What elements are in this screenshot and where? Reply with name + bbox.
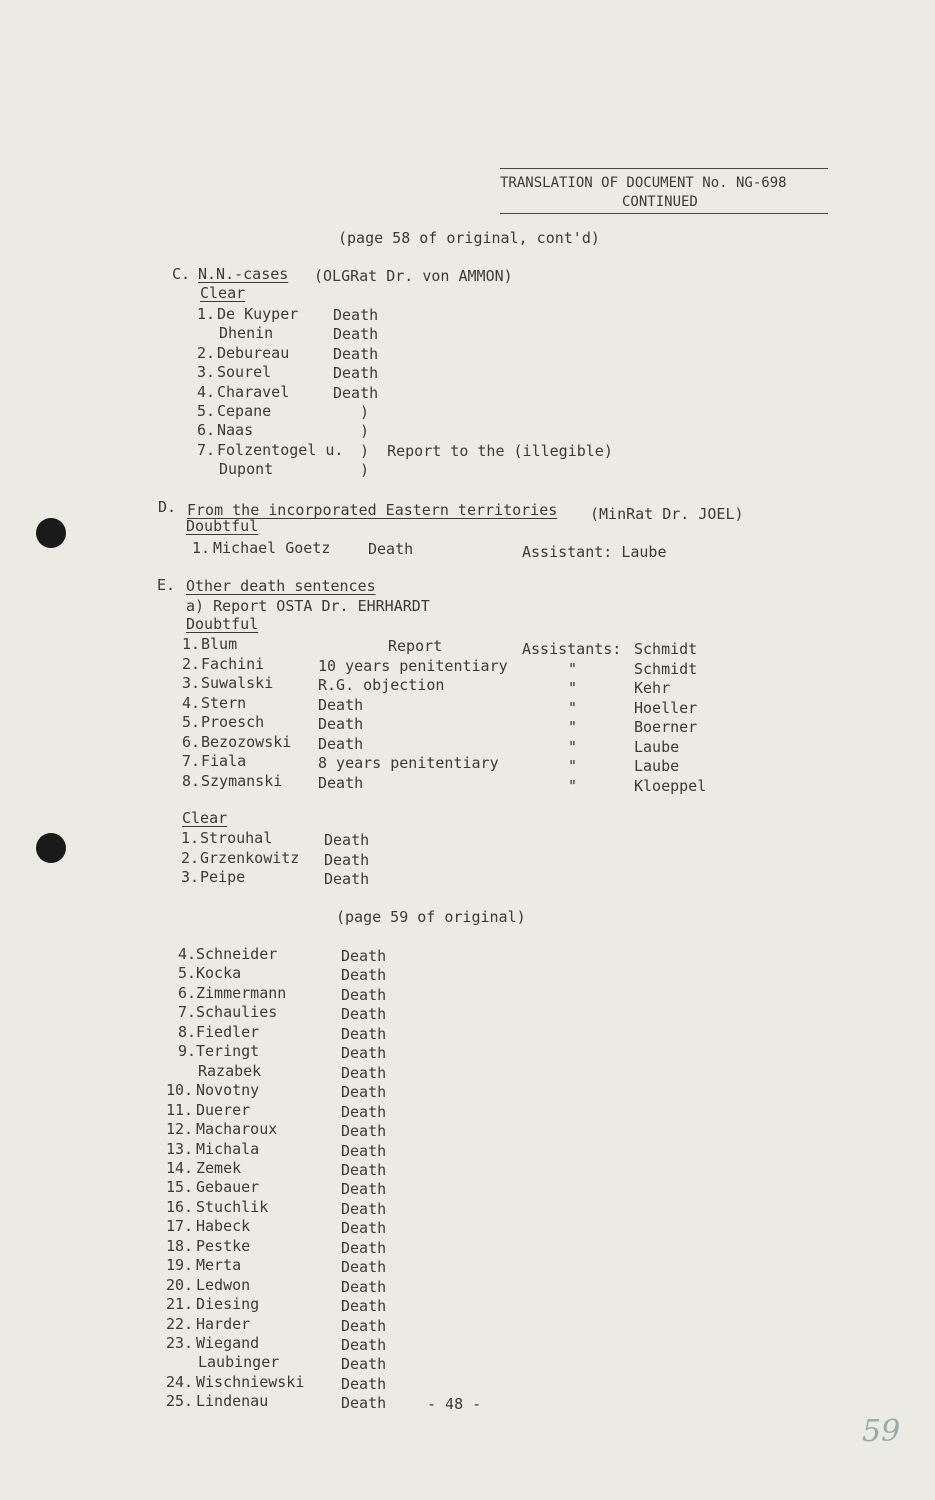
row-result: Death	[333, 364, 379, 383]
page-reference-58: (page 58 of original, cont'd)	[338, 229, 600, 247]
row-result: Death	[341, 966, 387, 985]
header-rule-bottom	[500, 213, 828, 214]
row-name: Wischniewski	[196, 1372, 305, 1391]
row-name: Dhenin	[219, 324, 274, 343]
row-name: Razabek	[198, 1061, 262, 1080]
row-number: 11.	[166, 1100, 194, 1119]
row-result: Death	[341, 1005, 387, 1024]
row-name: Blum	[201, 635, 238, 653]
row-result: Death	[341, 1122, 387, 1141]
row-number: 4.	[197, 382, 216, 401]
row-name: Michala	[196, 1139, 260, 1158]
row-name: Folzentogel u.	[217, 440, 344, 459]
section-e-doubtful-label: Doubtful	[186, 615, 259, 633]
row-name: Zemek	[196, 1158, 242, 1177]
row-result: Death	[333, 325, 379, 344]
row-result: )	[360, 422, 370, 441]
row-number: 3.	[182, 674, 201, 692]
row-name: Schaulies	[196, 1003, 278, 1022]
row-number: 6.	[182, 732, 201, 751]
row-number: 20.	[166, 1275, 194, 1294]
row-result: Death	[341, 1219, 387, 1238]
row-result: Death	[333, 344, 379, 363]
row-result: Death	[341, 1180, 387, 1199]
row-number: 2.	[181, 848, 200, 867]
row-number: 5.	[178, 964, 197, 983]
row-name: Habeck	[196, 1217, 251, 1236]
row-name: Wiegand	[196, 1334, 260, 1352]
row-result: Death	[318, 695, 364, 714]
row-name: Diesing	[196, 1295, 260, 1314]
row-result: Death	[341, 947, 387, 965]
section-d-label: D.	[158, 498, 177, 516]
row-name: Lindenau	[196, 1392, 269, 1411]
row-name: Suwalski	[201, 674, 274, 692]
row-number: 7.	[197, 440, 216, 459]
row-result: Death	[341, 1083, 387, 1102]
row-ditto: "	[568, 737, 578, 756]
row-result: Death	[341, 1160, 387, 1179]
section-d-sub: Doubtful	[186, 517, 259, 535]
row-ditto: "	[568, 679, 578, 697]
row-name: Novotny	[196, 1081, 260, 1100]
row-name: Bezozowski	[201, 732, 292, 751]
row-number: 12.	[166, 1120, 194, 1139]
section-e-clear-label: Clear	[182, 809, 228, 827]
row-result: Death	[324, 831, 370, 849]
row-ditto: "	[568, 776, 578, 795]
row-assistant: Hoeller	[634, 698, 698, 717]
row-assistant: Laube	[634, 737, 680, 756]
header-rule-top	[500, 168, 828, 169]
row-result: Death	[341, 1316, 387, 1335]
row-name: Macharoux	[196, 1120, 278, 1139]
row-number: 9.	[178, 1042, 197, 1061]
handwritten-page-number: 59	[862, 1414, 901, 1449]
row-number: 22.	[166, 1314, 194, 1333]
row-number: 21.	[166, 1295, 194, 1314]
row-result: Death	[333, 383, 379, 402]
row-name: Fachini	[201, 654, 265, 673]
row-assistant: Schmidt	[634, 640, 698, 658]
row-result: Death	[341, 1374, 387, 1393]
row-assistant: Boerner	[634, 718, 698, 736]
row-name: Cepane	[217, 402, 272, 420]
row-result: Death	[341, 1102, 387, 1121]
row-ditto: "	[568, 698, 578, 717]
row-name: Schneider	[196, 945, 278, 963]
row-result: )	[360, 461, 370, 480]
row-name: Ledwon	[196, 1275, 251, 1294]
section-d-row-name: Michael Goetz	[213, 539, 331, 557]
row-result: Death	[333, 306, 379, 324]
row-name: De Kuyper	[217, 305, 299, 323]
section-d-row-assistant: Assistant: Laube	[522, 543, 667, 561]
row-name: Laubinger	[198, 1353, 280, 1372]
row-name: Grzenkowitz	[200, 848, 300, 867]
row-number: 25.	[166, 1392, 194, 1411]
row-number: 23.	[166, 1334, 194, 1352]
row-name: Debureau	[217, 343, 290, 362]
row-result: Death	[341, 1238, 387, 1257]
row-result: Death	[341, 1297, 387, 1316]
row-result: Death	[341, 1044, 387, 1063]
row-number: 3.	[181, 868, 200, 886]
header-title: TRANSLATION OF DOCUMENT No. NG-698	[500, 175, 787, 191]
row-number: 18.	[166, 1236, 194, 1255]
row-assistant: Schmidt	[634, 659, 698, 678]
row-result: Death	[318, 715, 364, 733]
row-name: Duerer	[196, 1100, 251, 1119]
row-number: 17.	[166, 1217, 194, 1236]
row-number: 7.	[182, 752, 201, 770]
row-number: 5.	[182, 713, 201, 731]
row-name: Sourel	[217, 363, 272, 382]
row-assistant: Laube	[634, 757, 680, 775]
section-d-title: From the incorporated Eastern territories	[187, 501, 558, 519]
section-c-title: N.N.-cases	[198, 265, 289, 283]
row-result: Death	[341, 1024, 387, 1043]
row-name: Stern	[201, 693, 247, 712]
row-result: Death	[341, 1336, 387, 1354]
row-number: 19.	[166, 1256, 194, 1275]
row-result: Death	[341, 985, 387, 1004]
row-name: Fiala	[201, 752, 247, 770]
row-number: 2.	[197, 343, 216, 362]
row-name: Proesch	[201, 713, 265, 731]
row-name: Gebauer	[196, 1178, 260, 1197]
row-name: Naas	[217, 421, 254, 440]
row-number: 1.	[182, 635, 201, 653]
row-name: Kocka	[196, 964, 242, 983]
row-assistant: Kloeppel	[634, 776, 707, 795]
page-reference-59: (page 59 of original)	[336, 908, 526, 926]
row-result: 10 years penitentiary	[318, 656, 508, 675]
section-d-note: (MinRat Dr. JOEL)	[590, 505, 744, 523]
row-name: Strouhal	[200, 829, 273, 847]
section-e-subhead: a) Report OSTA Dr. EHRHARDT	[186, 597, 430, 615]
row-name: Charavel	[217, 382, 290, 401]
row-result: Death	[341, 1394, 387, 1413]
row-ditto: "	[568, 757, 578, 775]
row-result: Death	[341, 1199, 387, 1218]
row-number: 6.	[178, 983, 197, 1002]
row-name: Teringt	[196, 1042, 260, 1061]
row-number: 24.	[166, 1372, 194, 1391]
row-name: Harder	[196, 1314, 251, 1333]
header-subtitle: CONTINUED	[622, 194, 698, 210]
row-number: 16.	[166, 1197, 194, 1216]
row-result: 8 years penitentiary	[318, 754, 499, 772]
punch-hole-top	[36, 518, 66, 548]
row-number: 7.	[178, 1003, 197, 1022]
row-name: Stuchlik	[196, 1197, 269, 1216]
row-result: Death	[341, 1355, 387, 1374]
row-number: 4.	[178, 945, 197, 963]
row-name: Peipe	[200, 868, 246, 886]
row-name: Fiedler	[196, 1022, 260, 1041]
row-name: Zimmermann	[196, 983, 287, 1002]
row-result: Death	[318, 773, 364, 792]
row-number: 3.	[197, 363, 216, 382]
row-number: 14.	[166, 1158, 194, 1177]
section-e-label: E.	[157, 576, 176, 594]
row-number: 1.	[181, 829, 200, 847]
row-result: Death	[341, 1277, 387, 1296]
page-number: - 48 -	[427, 1395, 482, 1413]
row-result: R.G. objection	[318, 676, 445, 694]
row-result: Death	[341, 1063, 387, 1082]
row-name: Pestke	[196, 1236, 251, 1255]
row-number: 8.	[182, 771, 201, 790]
section-e-title: Other death sentences	[186, 577, 376, 595]
section-c-sub: Clear	[200, 284, 246, 302]
row-result: Death	[324, 870, 370, 888]
row-ditto: Assistants:	[522, 640, 622, 658]
row-result: Death	[324, 850, 370, 869]
row-number: 4.	[182, 693, 201, 712]
row-number: 2.	[182, 654, 201, 673]
section-d-row-mark: 1.	[192, 539, 211, 557]
row-ditto: "	[568, 718, 578, 736]
section-c-label: C.	[172, 265, 191, 283]
row-name: Dupont	[219, 460, 274, 479]
row-result: Death	[341, 1141, 387, 1160]
row-result: )	[360, 403, 370, 421]
row-number: 6.	[197, 421, 216, 440]
row-result: Report	[388, 637, 443, 655]
row-name: Szymanski	[201, 771, 283, 790]
section-c-note: (OLGRat Dr. von AMMON)	[314, 267, 513, 285]
row-result: Death	[341, 1258, 387, 1277]
punch-hole-bottom	[36, 833, 66, 863]
row-number: 5.	[197, 402, 216, 420]
row-number: 15.	[166, 1178, 194, 1197]
row-ditto: "	[568, 659, 578, 678]
section-d-row-result: Death	[368, 540, 414, 558]
row-number: 13.	[166, 1139, 194, 1158]
row-result: ) Report to the (illegible)	[360, 441, 613, 460]
row-number: 1.	[197, 305, 216, 323]
row-number: 8.	[178, 1022, 197, 1041]
row-assistant: Kehr	[634, 679, 671, 697]
row-number: 10.	[166, 1081, 194, 1100]
row-name: Merta	[196, 1256, 242, 1275]
row-result: Death	[318, 734, 364, 753]
